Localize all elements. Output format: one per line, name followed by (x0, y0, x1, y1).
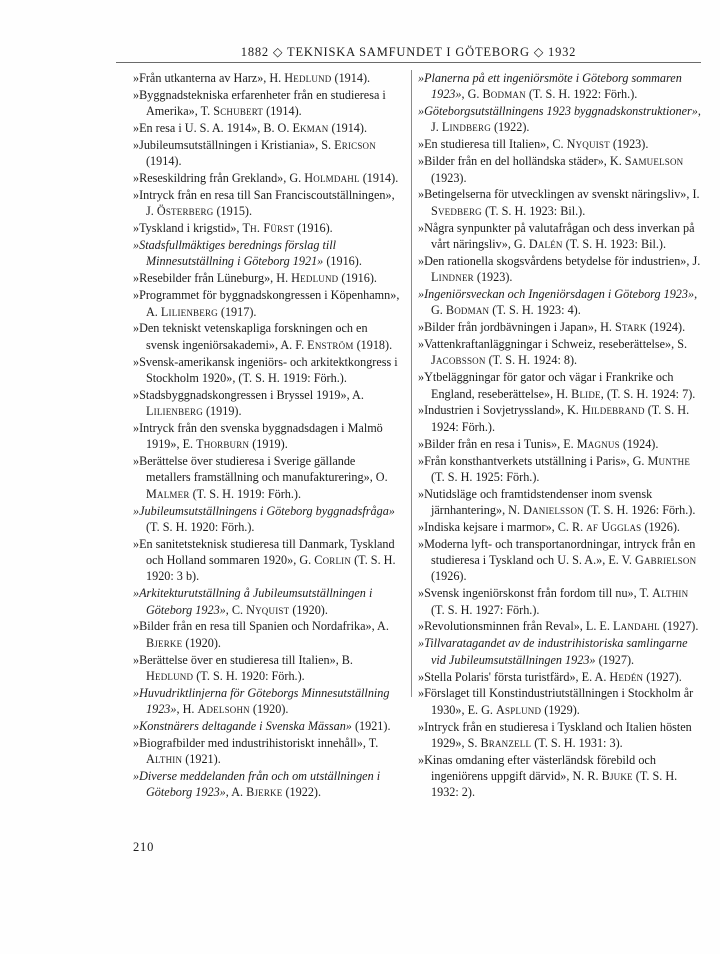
author-name: Blide (571, 386, 601, 401)
bibliography-entry (133, 137, 401, 170)
author-name: Corlin (314, 553, 352, 568)
author-name: Nyquist (566, 137, 610, 152)
entry-text: (T. S. H. 1922: Förh.). (525, 87, 638, 102)
entry-text: »Berättelse över en studieresa till Italien», B. (133, 652, 353, 667)
italic-title: »Jubileumsutställningens i Göteborg byggnadsfråga» (133, 503, 395, 518)
entry-text: (T. S. H. 1932: 2). (431, 769, 678, 800)
bibliography-entry (133, 220, 401, 236)
bibliography-entry (133, 320, 401, 353)
italic-title: »Stadsfullmäktiges berednings förslag till Minnesutställning i Göteborg 1921» (133, 238, 337, 269)
entry-text: (T. S. H. 1931: 3). (531, 735, 623, 750)
bibliography-entry (418, 685, 701, 718)
bibliography-entry (133, 503, 401, 536)
entry-text: (1916). (294, 221, 333, 236)
bibliography-entry (418, 253, 701, 286)
entry-text: (T. S. H. 1920: Förh.). (146, 519, 255, 534)
bibliography-entry (133, 735, 401, 768)
entry-text: »Jubileumsutställningen i Kristiania», S. (133, 137, 335, 152)
entry-text: »Ytbeläggningar för gator och vägar i Frankrike och England, reseberättelse», H. (418, 370, 674, 401)
author-name: Bodman (445, 303, 490, 318)
author-name: Holmdahl (304, 171, 360, 186)
entry-text: (1923). (431, 170, 467, 185)
entry-text: , H. (176, 702, 198, 717)
page-number: 210 (133, 840, 155, 854)
author-name: Danielsson (523, 503, 584, 518)
entry-text: (1927). (643, 669, 682, 684)
author-name: Ericson (334, 137, 376, 152)
entry-text: »Indiska kejsare i marmor», C. R. (418, 519, 587, 534)
bibliography-entry (418, 70, 701, 103)
entry-text: »En resa i U. S. A. 1914», B. O. (133, 121, 293, 136)
entry-text: »Från utkanterna av Harz», H. (133, 71, 285, 85)
entry-text: , G. (431, 287, 698, 318)
entry-text: »Svensk ingeniörskonst från fordom till nu», T. (418, 586, 653, 601)
bibliography-entry (133, 87, 401, 120)
entry-text: , J. (431, 104, 701, 135)
entry-text: »Bilder från en resa till Spanien och Nordafrika», A. (133, 619, 389, 634)
entry-text: (1926). (431, 569, 467, 584)
column-divider (411, 70, 412, 697)
author-name: Jacobsson (431, 353, 486, 368)
bibliography-entry (133, 585, 401, 618)
italic-title: »Ingeniörsveckan och Ingeniörsdagen i Göteborg 1923» (418, 287, 695, 302)
entry-text: (T. S. H. 1919: Förh.). (189, 486, 302, 501)
entry-text: »Berättelse över studieresa i Sverige gällande metallers framställning och manufakturering», O. (133, 454, 388, 485)
entry-text: »Intryck från en studieresa i Tyskland och Italien hösten 1929», S. (418, 719, 692, 750)
author-name: af Ugglas (586, 519, 642, 534)
entry-text: (1914). (359, 171, 399, 186)
entry-text: , (T. S. H. 1924: 7). (600, 386, 696, 401)
entry-text: (1920). (182, 635, 221, 650)
entry-text: (T. S. H. 1926: Förh.). (583, 503, 696, 518)
running-head: 1882 ◇ TEKNISKA SAMFUNDET I GÖTEBORG ◇ 1932 (240, 45, 577, 59)
bibliography-entry (418, 618, 701, 634)
bibliography-entry (133, 120, 401, 136)
bibliography-entry (418, 186, 701, 219)
author-name: Hedlund (284, 71, 332, 85)
bibliography-entry (418, 669, 701, 685)
entry-text: (1920). (289, 602, 328, 617)
entry-text: (1918). (353, 337, 393, 352)
author-name: Hedén (609, 669, 644, 684)
entry-text: »Bilder från en del holländska städer», K. (418, 154, 625, 169)
author-name: Lilienberg (146, 404, 203, 419)
author-name: Enström (307, 337, 354, 352)
author-name: Th. Fürst (242, 221, 295, 236)
bibliography-entry (418, 536, 701, 585)
author-name: Lilienberg (160, 304, 218, 319)
italic-title: »Tillvaratagandet av de industrihistoriska samlingarne vid Jubileumsutställningen 1923» (418, 636, 688, 667)
entry-text: (1929). (541, 702, 580, 717)
entry-text: (1914). (146, 154, 182, 169)
italic-title: »Konstnärers deltagande i Svenska Mässan» (133, 719, 352, 734)
author-name: Munthe (647, 453, 691, 468)
bibliography-entry (418, 319, 701, 335)
bibliography-entry (418, 402, 701, 435)
italic-title: »Arkitekturutställning å Jubileumsutställningen i Göteborg 1923» (133, 586, 373, 617)
bibliography-entry (418, 136, 701, 152)
bibliography-entry (133, 768, 401, 801)
italic-title: »Diverse meddelanden från och om utställningen i Göteborg 1923» (133, 769, 381, 800)
entry-text: (1923). (609, 137, 649, 152)
right-column (418, 70, 701, 801)
entry-text: (1921). (182, 752, 221, 767)
bibliography-entry (418, 436, 701, 452)
author-name: Asplund (496, 702, 542, 717)
bibliography-entry (133, 420, 401, 453)
entry-text: (1923). (473, 270, 513, 285)
bibliography-entry (133, 187, 401, 220)
bibliography-entry (133, 170, 401, 186)
author-name: Magnus (576, 436, 620, 451)
entry-text: (1916). (323, 254, 362, 269)
author-name: Branzell (480, 735, 532, 750)
entry-text: (T. S. H. 1920: Förh.). (193, 668, 305, 683)
entry-text: (1914). (331, 71, 371, 85)
italic-title: »Planerna på ett ingeniörsmöte i Göteborg sommaren 1923» (418, 71, 682, 102)
bibliography-entry (418, 752, 701, 801)
entry-text: »Betingelserna för utvecklingen av svenskt näringsliv», I. (418, 187, 700, 202)
entry-text: (T. S. H. 1920: 3 b). (146, 553, 396, 584)
entry-text: (1917). (217, 304, 257, 319)
bibliography-entry (418, 635, 701, 668)
entry-text: »Moderna lyft- och transportanordningar, intryck från en studieresa i Tyskland och U. S. A.», E. V. (418, 536, 696, 568)
bibliography-entry (133, 652, 401, 685)
entry-text: »Förslaget till Konstindustriutställningen i Stockholm år 1930», E. G. (418, 686, 694, 717)
bibliography-entry (418, 519, 701, 535)
entry-text: (T. S. H. 1924: 8). (485, 353, 578, 368)
bibliography-entry (133, 536, 401, 585)
bibliography-entry (418, 286, 701, 319)
entry-text: (1915). (213, 204, 253, 219)
entry-text: (1927). (595, 652, 635, 667)
entry-text: (1924). (646, 320, 686, 335)
entry-text: (1924). (619, 436, 659, 451)
entry-text: »Bilder från en resa i Tunis», E. (418, 436, 577, 451)
left-column (133, 70, 401, 801)
entry-text: »Reseskildring från Grekland», G. (133, 171, 305, 186)
entry-text: »Tyskland i krigstid», (133, 221, 243, 236)
entry-text: (1914). (328, 121, 367, 136)
bibliography-entry (418, 336, 701, 369)
bibliography-entry (133, 270, 401, 286)
entry-text: (1920). (249, 702, 289, 717)
bibliography-entry (133, 237, 401, 270)
entry-text: »Programmet för byggnadskongressen i Köpenhamn», A. (133, 288, 400, 319)
bibliography-entry (133, 618, 401, 651)
entry-text: (1919). (249, 437, 288, 452)
entry-text: »Stella Polaris' första turistfärd», E. A. (418, 669, 610, 684)
bibliography-entry (133, 287, 401, 320)
header-rule (116, 62, 701, 63)
bibliography-entry (418, 453, 701, 486)
author-name: Hedlund (146, 668, 194, 683)
bibliography-entry (133, 718, 401, 734)
entry-text: »Från konsthantverkets utställning i Paris», G. (418, 453, 648, 468)
entry-text: , C. (225, 602, 247, 617)
entry-text: (T. S. H. 1923: 4). (489, 303, 581, 318)
entry-text: »Svensk-amerikansk ingeniörs- och arkitektkongress i Stockholm 1920», (T. S. H. 1919: Förh.). (133, 354, 398, 385)
entry-text: »Intryck från en resa till San Franciscoutställningen», J. (133, 188, 395, 219)
entry-text: (T. S. H. 1923: Bil.). (562, 236, 666, 251)
entry-text: »Bilder från jordbävningen i Japan», H. (418, 320, 615, 335)
entry-text: (1914). (263, 104, 302, 119)
author-name: Schubert (213, 104, 264, 119)
author-name: Samuelson (624, 154, 684, 169)
entry-text: (1926). (641, 519, 680, 534)
entry-text: , G. (461, 87, 483, 102)
entry-text: (1921). (351, 719, 391, 734)
author-name: Landahl (612, 619, 660, 634)
entry-text: »Intryck från den svenska byggnadsdagen i Malmö 1919», E. (133, 420, 383, 452)
author-name: Lindberg (441, 120, 491, 135)
entry-text: (T. S. H. 1924: Förh.). (431, 403, 690, 434)
author-name: Bjerke (246, 785, 283, 800)
bibliography-entry (133, 387, 401, 420)
bibliography-entry (133, 70, 401, 86)
author-name: Stark (614, 320, 647, 335)
author-name: Adelsohn (197, 702, 250, 717)
bibliography-entry (418, 220, 701, 253)
author-name: Bjuke (601, 769, 633, 784)
entry-text: »Biografbilder med industrihistoriskt innehåll», T. (133, 735, 379, 750)
bibliography-entry (133, 354, 401, 387)
entry-text: »Nutidsläge och framtidstendenser inom svensk järnhantering», N. (418, 486, 653, 518)
bibliography-entry (418, 369, 701, 402)
author-name: Hedlund (291, 271, 339, 286)
author-name: Ekman (292, 121, 329, 136)
entry-text: (T. S. H. 1927: Förh.). (431, 602, 540, 617)
entry-text: »Några synpunkter på valutafrågan och dess inverkan på vårt näringsliv», G. (418, 220, 695, 251)
author-name: Lindner (431, 270, 474, 285)
author-name: Gabrielson (634, 553, 697, 568)
author-name: Nyquist (246, 602, 290, 617)
bibliography-entry (418, 103, 701, 136)
bibliography-entry (418, 719, 701, 752)
author-name: Althin (146, 752, 183, 767)
entry-text: »Den tekniskt vetenskapliga forskningen och en svensk ingeniörsakademi», A. F. (133, 321, 368, 352)
entry-text: (1922). (490, 120, 530, 135)
entry-text: »Stadsbyggnadskongressen i Bryssel 1919», A. (133, 387, 364, 402)
entry-text: »En sanitetsteknisk studieresa till Danmark, Tyskland och Holland sommaren 1920», G. (133, 536, 395, 568)
entry-text: »Kinas omdaning efter västerländsk förebild och ingeniörens uppgift därvid», N. R. (418, 752, 656, 784)
entry-text: (1916). (338, 271, 377, 286)
bibliography-entry (133, 685, 401, 718)
bibliography-entry (133, 453, 401, 502)
entry-text: (T. S. H. 1925: Förh.). (431, 469, 540, 484)
author-name: Svedberg (431, 203, 482, 218)
italic-title: »Huvudriktlinjerna för Göteborgs Minnesutställning 1923» (133, 685, 390, 717)
entry-text: »Vattenkraftanläggningar i Schweiz, reseberättelse», S. (418, 337, 688, 352)
entry-text: (1922). (282, 785, 322, 800)
author-name: Österberg (156, 204, 214, 219)
bibliography-entry (418, 153, 701, 186)
bibliography-entry (418, 585, 701, 618)
author-name: Bodman (482, 87, 526, 102)
entry-text: (1919). (202, 404, 242, 419)
author-name: Dalén (528, 236, 563, 251)
italic-title: »Göteborgsutställningens 1923 byggnadskonstruktioner» (418, 104, 698, 119)
entry-text: (T. S. H. 1923: Bil.). (481, 203, 586, 218)
author-name: Thorburn (196, 437, 250, 452)
entry-text: , A. (225, 785, 247, 800)
bibliography-entry (418, 486, 701, 519)
author-name: Malmer (146, 486, 190, 501)
author-name: Althin (652, 586, 689, 601)
entry-text: »Den rationella skogsvårdens betydelse för industrien», J. (418, 253, 701, 268)
entry-text: »Resebilder från Lüneburg», H. (133, 271, 292, 286)
entry-text: »Industrien i Sovjetryssland», K. (418, 403, 582, 418)
entry-text: »Byggnadstekniska erfarenheter från en studieresa i Amerika», T. (133, 87, 386, 119)
entry-text: (1927). (659, 619, 699, 634)
entry-text: »En studieresa till Italien», C. (418, 137, 567, 152)
author-name: Hildebrand (581, 403, 645, 418)
author-name: Bjerke (146, 635, 183, 650)
entry-text: »Revolutionsminnen från Reval», L. E. (418, 619, 613, 634)
